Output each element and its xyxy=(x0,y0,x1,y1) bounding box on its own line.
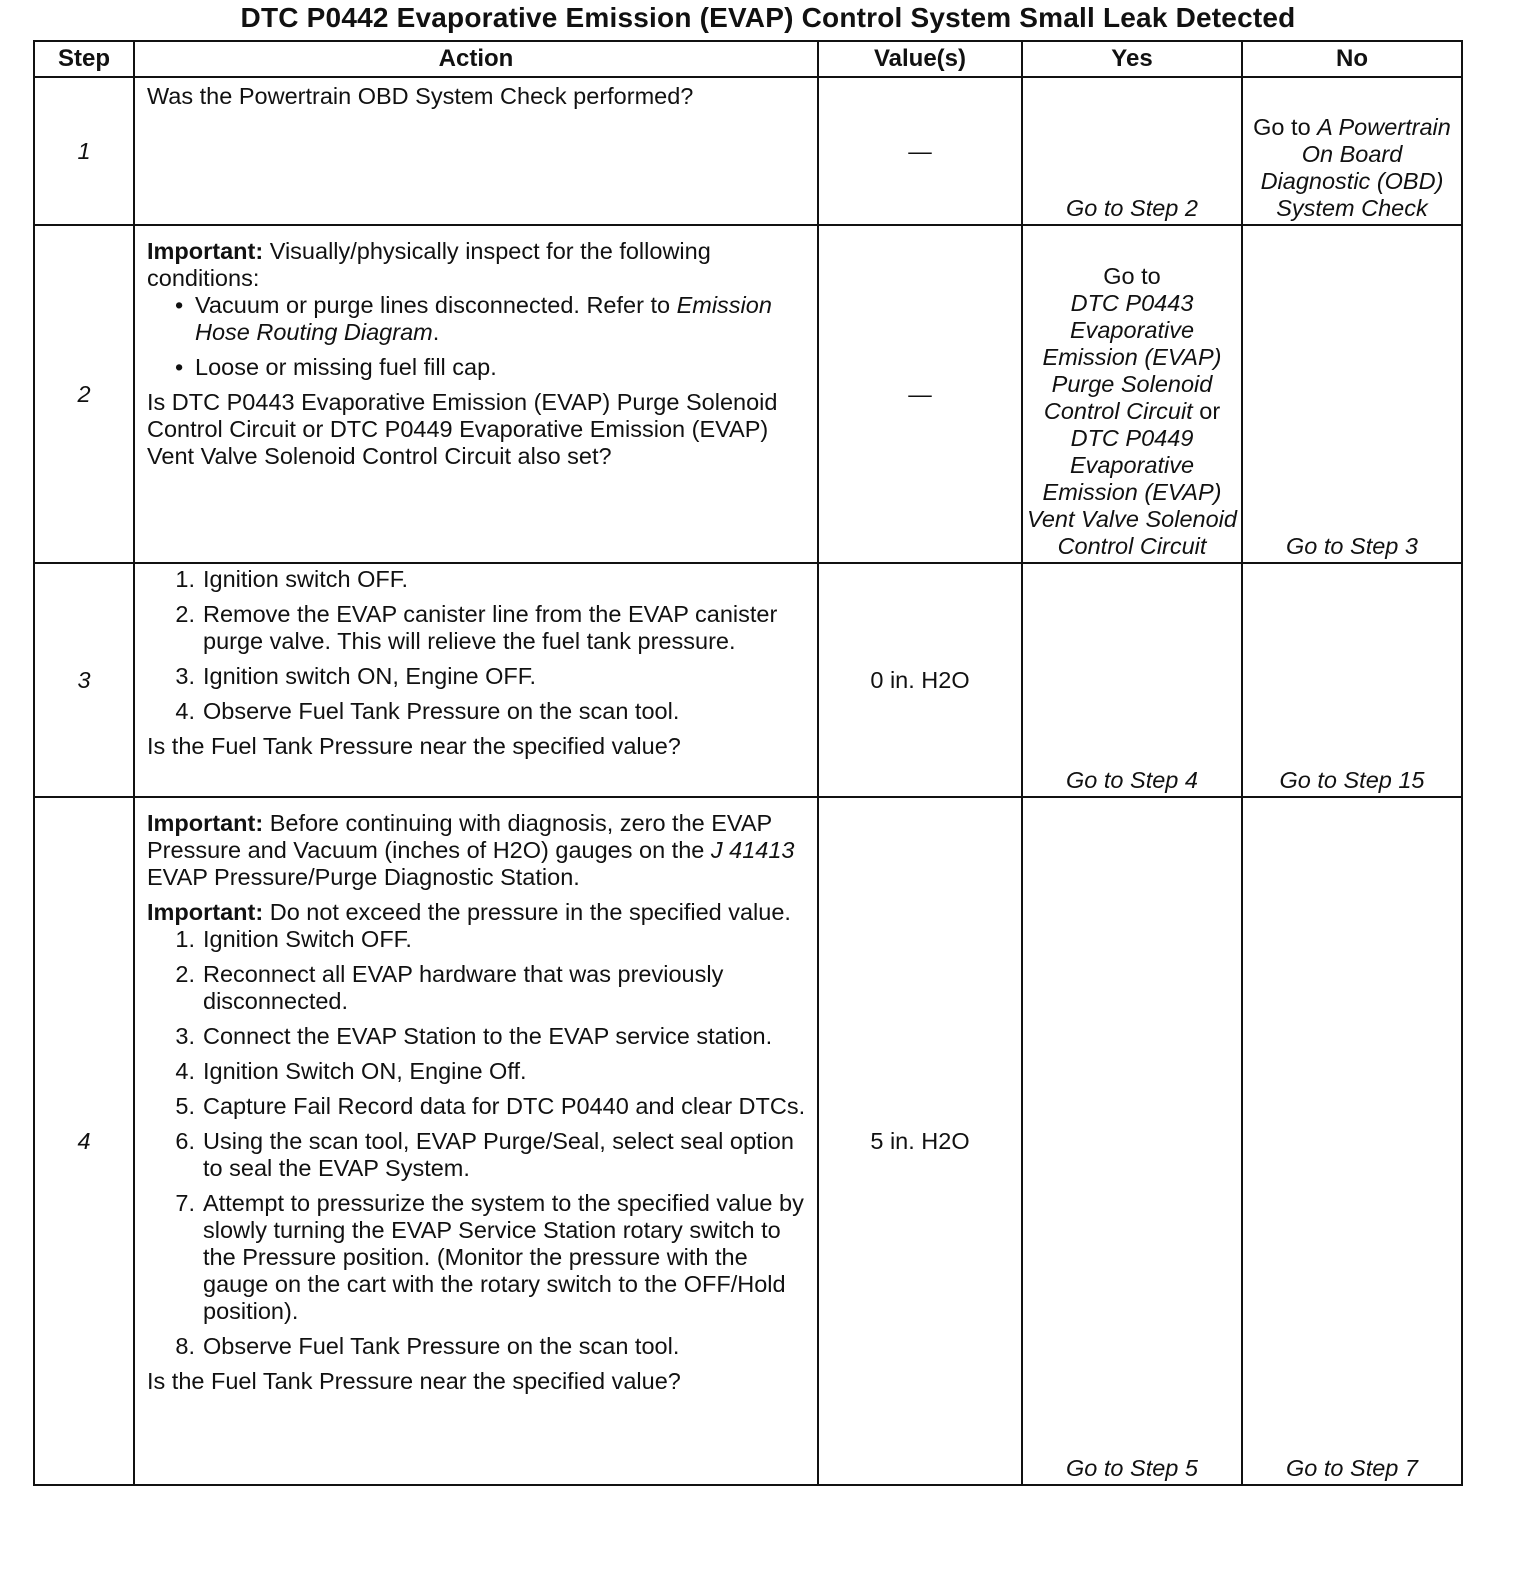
action-cell xyxy=(134,797,818,1485)
action-question: Is the Fuel Tank Pressure near the specified value? xyxy=(147,1368,681,1394)
list-item: 2. Remove the EVAP canister line from the EVAP canister purge valve. This will relieve the fuel tank pressure. xyxy=(175,601,778,654)
action-cell xyxy=(134,225,818,563)
yes-link[interactable]: Go to Step 4 xyxy=(1066,767,1198,793)
action-question: Is DTC P0443 Evaporative Emission (EVAP) Purge Solenoid Control Circuit or DTC P0449 Evaporative Emission (EVAP) Vent Valve Solenoid Control Circuit also set? xyxy=(147,389,778,469)
step-number: 2 xyxy=(34,225,134,563)
step-number: 1 xyxy=(34,77,134,225)
emission-hose-link[interactable]: Emission Hose Routing Diagram xyxy=(195,292,772,345)
important-note: Important: Before continuing with diagnosis, zero the EVAP Pressure and Vacuum (inches of H2O) gauges on the J 41413 EVAP Pressure/Purge Diagnostic Station. xyxy=(147,810,795,890)
list-item: 1. Ignition switch OFF. xyxy=(175,566,409,592)
yes-link[interactable]: Go to Step 5 xyxy=(1066,1455,1198,1481)
step-number: 4 xyxy=(34,797,134,1485)
important-label: Important: xyxy=(147,238,264,264)
header-no: No xyxy=(1242,41,1462,77)
value-cell: 5 in. H2O xyxy=(818,797,1022,1485)
no-cell xyxy=(1242,225,1462,563)
yes-link[interactable]: Go to Step 2 xyxy=(1066,195,1198,221)
important-note: Important: Do not exceed the pressure in the specified value. xyxy=(147,899,791,925)
table-row xyxy=(34,225,1462,563)
header-yes: Yes xyxy=(1022,41,1242,77)
yes-cell xyxy=(1022,77,1242,225)
no-link[interactable]: Go to Step 15 xyxy=(1279,767,1425,793)
value-cell: — xyxy=(818,225,1022,563)
yes-cell xyxy=(1022,563,1242,797)
list-item: • Loose or missing fuel fill cap. xyxy=(173,354,807,381)
yes-prefix: Go to xyxy=(1103,263,1161,289)
dtc-p0443-link[interactable]: DTC P0443 Evaporative Emission (EVAP) Purge Solenoid Control Circuit xyxy=(1042,290,1222,424)
diagnostic-table xyxy=(33,40,1463,1486)
list-item: • Vacuum or purge lines disconnected. Refer to Emission Hose Routing Diagram. xyxy=(173,292,807,346)
action-question: Was the Powertrain OBD System Check performed? xyxy=(147,83,694,109)
yes-or: or xyxy=(1192,398,1221,424)
important-text: Visually/physically inspect for the following conditions: xyxy=(147,238,711,291)
list-item: 3. Connect the EVAP Station to the EVAP service station. xyxy=(175,1023,773,1049)
list-item: 3. Ignition switch ON, Engine OFF. xyxy=(175,663,537,689)
no-link[interactable]: A Powertrain On Board Diagnostic (OBD) System Check xyxy=(1260,114,1451,221)
list-item: 1. Ignition Switch OFF. xyxy=(175,926,412,952)
table-row xyxy=(34,563,1462,797)
page-title: DTC P0442 Evaporative Emission (EVAP) Control System Small Leak Detected xyxy=(240,2,1296,33)
list-item: 6. Using the scan tool, EVAP Purge/Seal, select seal option to seal the EVAP System. xyxy=(175,1128,794,1181)
important-note xyxy=(147,238,807,292)
condition-list xyxy=(147,292,807,381)
list-item: 8. Observe Fuel Tank Pressure on the scan tool. xyxy=(175,1333,680,1359)
yes-cell xyxy=(1022,797,1242,1485)
tool-reference: J 41413 xyxy=(710,837,795,863)
list-item: 4. Ignition Switch ON, Engine Off. xyxy=(175,1058,527,1084)
action-question: Is the Fuel Tank Pressure near the specified value? xyxy=(147,733,681,759)
header-value: Value(s) xyxy=(818,41,1022,77)
dtc-p0449-link[interactable]: DTC P0449 Evaporative Emission (EVAP) Vent Valve Solenoid Control Circuit xyxy=(1027,425,1237,559)
action-cell xyxy=(134,563,818,797)
no-link[interactable]: Go to Step 3 xyxy=(1286,533,1418,559)
table-header-row xyxy=(34,41,1462,77)
header-action: Action xyxy=(134,41,818,77)
step-number: 3 xyxy=(34,563,134,797)
list-item: 7. Attempt to pressurize the system to the specified value by slowly turning the EVAP Service Station rotary switch to the Pressure position. (Monitor the pressure with the gauge on the cart with the rotary switch to the OFF/Hold position). xyxy=(175,1190,804,1324)
yes-cell xyxy=(1022,225,1242,563)
no-prefix: Go to xyxy=(1253,114,1318,140)
procedure-list xyxy=(147,566,807,725)
no-link[interactable]: Go to Step 7 xyxy=(1286,1455,1418,1481)
table-row xyxy=(34,797,1462,1485)
procedure-list xyxy=(147,926,807,1360)
header-step: Step xyxy=(34,41,134,77)
value-cell: — xyxy=(818,77,1022,225)
table-row xyxy=(34,77,1462,225)
action-cell xyxy=(134,77,818,225)
value-cell: 0 in. H2O xyxy=(818,563,1022,797)
no-cell xyxy=(1242,797,1462,1485)
list-item: 2. Reconnect all EVAP hardware that was previously disconnected. xyxy=(175,961,724,1014)
list-item: 4. Observe Fuel Tank Pressure on the scan tool. xyxy=(175,698,680,724)
no-cell xyxy=(1242,563,1462,797)
list-item: 5. Capture Fail Record data for DTC P0440 and clear DTCs. xyxy=(175,1093,806,1119)
no-cell xyxy=(1242,77,1462,225)
